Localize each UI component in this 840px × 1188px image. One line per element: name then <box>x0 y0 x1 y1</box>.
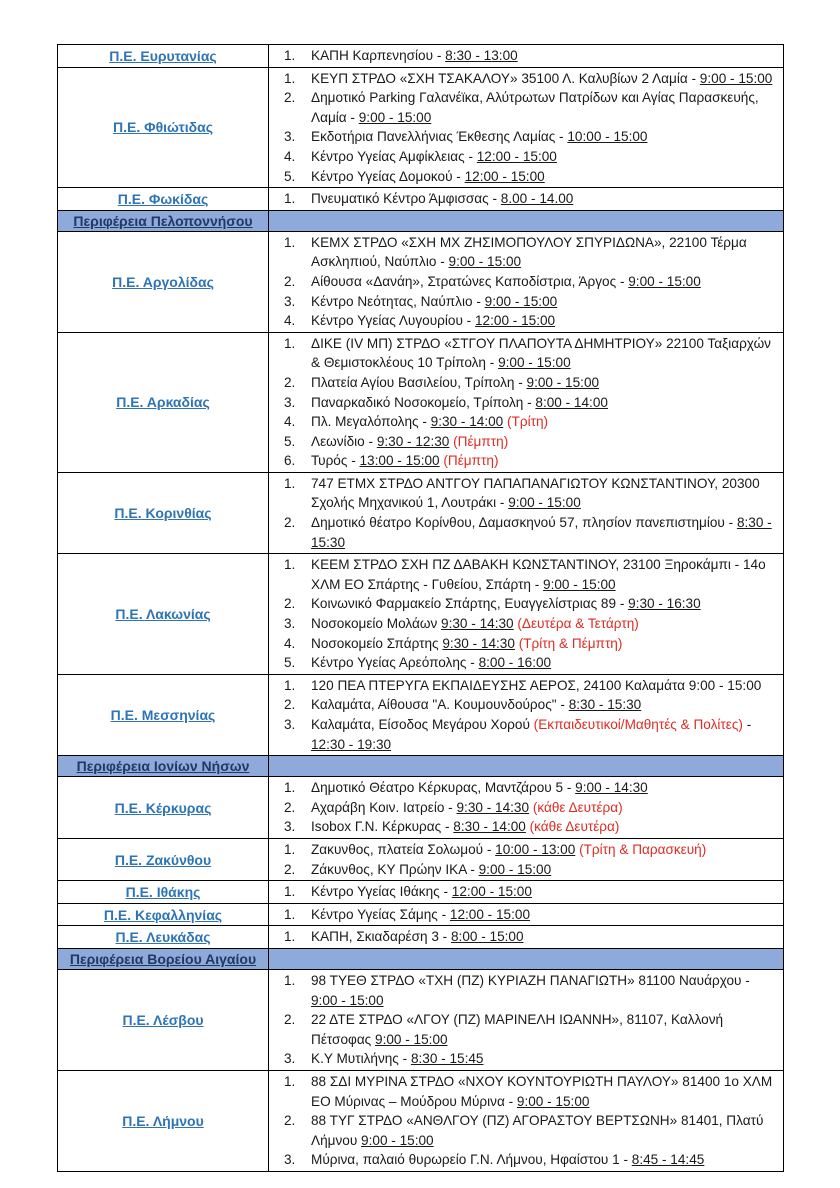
location-list <box>269 46 777 66</box>
location-item <box>269 1111 777 1150</box>
item-number: 3. <box>284 819 296 835</box>
time-range: 9:00 - 15:00 <box>478 861 552 877</box>
location-list <box>269 1072 777 1170</box>
item-number: 1. <box>284 780 296 796</box>
region-link[interactable]: Π.Ε. Κεφαλληνίας <box>103 906 223 923</box>
location-text: Πλατεία Αγίου Βασιλείου, Τρίπολη - <box>311 374 527 390</box>
item-number: 3. <box>284 293 296 309</box>
section-header-label: Περιφέρεια Πελοποννήσου <box>73 212 253 229</box>
item-number: 3. <box>284 129 296 145</box>
region-row <box>58 1070 783 1171</box>
location-text: Δημοτικό θέατρο Κορίνθου, Δαμασκηνού 57, πλησίον πανεπιστημίου - <box>311 515 737 531</box>
region-label-cell <box>58 45 269 67</box>
locations-cell <box>269 675 783 755</box>
item-number: 1. <box>284 929 296 945</box>
item-number: 2. <box>284 799 296 815</box>
region-link[interactable]: Π.Ε. Λευκάδας <box>115 929 211 946</box>
location-text: ΚΑΠΗ, Σκιαδαρέση 3 - <box>311 929 451 945</box>
time-range: 9:00 - 15:00 <box>498 355 571 371</box>
region-link[interactable]: Π.Ε. Λακωνίας <box>115 606 211 623</box>
day-annotation: (Πέμπτη) <box>453 433 509 449</box>
item-number: 2. <box>284 697 296 713</box>
region-row <box>58 776 783 838</box>
region-link[interactable]: Π.Ε. Λέσβου <box>122 1011 204 1028</box>
item-number: 3. <box>284 616 296 632</box>
item-number: 3. <box>284 1051 296 1067</box>
region-label-cell <box>58 554 269 674</box>
location-list <box>269 882 777 902</box>
section-header-label: Περιφέρεια Βορείου Αιγαίου <box>69 950 257 967</box>
location-text: Κέντρο Υγείας Δομοκού - <box>311 168 465 184</box>
location-item <box>269 233 777 272</box>
location-text: Κοινωνικό Φαρμακείο Σπάρτης, Ευαγγελίστριας 89 - <box>311 596 629 612</box>
item-number: 4. <box>284 148 296 164</box>
time-range: 9:00 - 15:00 <box>484 293 558 309</box>
time-range: 9:30 - 12:30 <box>376 433 450 449</box>
location-text: Πνευματικό Κέντρο Άμφισσας - <box>311 191 501 207</box>
location-item <box>269 614 777 634</box>
location-text: ΔΙΚΕ (IV ΜΠ) ΣΤΡΔΟ «ΣΤΓΟΥ ΠΛΑΠΟΥΤΑ ΔΗΜΗΤΡΙΟΥ» 22100 Ταξιαρχών & Θεμιστοκλέους 10 Τρίπολη - <box>311 335 771 371</box>
location-item <box>269 817 777 837</box>
location-text: Νοσοκομείο Μολάων <box>311 616 442 632</box>
time-range: 9:00 - 15:00 <box>358 109 432 125</box>
section-header-row <box>58 755 783 776</box>
time-range: 8:00 - 15:00 <box>451 929 524 945</box>
item-number: 4. <box>284 313 296 329</box>
time-range: 10:00 - 13:00 <box>495 841 576 857</box>
location-text: ΚΕΕΜ ΣΤΡΔΟ ΣΧΗ ΠΖ ΔΑΒΑΚΗ ΚΩΝΣΤΑΝΤΙΝΟΥ, 23100 Ξηροκάμπι - 14ο ΧΛΜ ΕΟ Σπάρτης - Γυθείου, Σπάρτη - <box>311 557 766 592</box>
item-number: 1. <box>284 972 296 988</box>
location-text: Δημοτικό Parking Γαλανέϊκα, Αλύτρωτων Πατρίδων και Αγίας Παρασκευής, Λαμία - <box>311 90 759 125</box>
region-row <box>58 925 783 948</box>
location-list <box>269 189 777 209</box>
time-range: 9:30 - 14:00 <box>430 414 504 430</box>
region-link[interactable]: Π.Ε. Αρκαδίας <box>116 394 210 411</box>
time-range: 8:45 - 14:45 <box>631 1152 705 1168</box>
location-text: Κ.Υ Μυτιλήνης - <box>311 1051 411 1067</box>
region-row <box>58 231 783 332</box>
location-item <box>269 971 777 1010</box>
region-row <box>58 45 783 67</box>
location-item <box>269 882 777 902</box>
item-number: 2. <box>284 1113 296 1129</box>
item-number: 1. <box>284 906 296 922</box>
region-label-cell <box>58 188 269 210</box>
time-range: 8:30 - 15:45 <box>410 1051 484 1067</box>
location-item <box>269 147 777 167</box>
location-text: 120 ΠΕΑ ΠΤΕΡΥΓΑ ΕΚΠΑΙΔΕΥΣΗΣ ΑΕΡΟΣ, 24100 Καλαμάτα 9:00 - 15:00 <box>311 677 762 693</box>
region-row <box>58 674 783 755</box>
location-item <box>269 272 777 292</box>
region-link[interactable]: Π.Ε. Μεσσηνίας <box>110 707 216 723</box>
time-range: 9:00 - 15:00 <box>516 1093 590 1109</box>
location-text: 88 ΣΔΙ ΜΥΡΙΝΑ ΣΤΡΔΟ «ΝΧΟΥ ΚΟΥΝΤΟΥΡΙΩΤΗ ΠΑΥΛΟΥ» 81400 1ο ΧΛΜ ΕΟ Μύρινας – Μούδρου Μύρινα - <box>311 1073 773 1109</box>
region-label-cell <box>58 675 269 755</box>
section-header-row <box>58 948 783 969</box>
locations-cell <box>269 554 783 674</box>
time-range: 9:00 - 14:30 <box>575 780 648 796</box>
region-row <box>58 553 783 674</box>
location-list <box>269 474 777 552</box>
section-header-label: Περιφέρεια Ιονίων Νήσων <box>76 758 250 775</box>
region-label-cell <box>58 904 269 926</box>
section-header-cell <box>58 211 269 231</box>
time-range: 9:00 - 15:00 <box>508 495 581 511</box>
locations-cell <box>269 756 783 776</box>
region-row <box>58 838 783 880</box>
location-text: Κέντρο Υγείας Λυγουρίου - <box>311 313 475 329</box>
time-range: 9:00 - 15:00 <box>699 70 773 86</box>
location-text: Νοσοκομείο Σπάρτης <box>311 635 443 651</box>
location-item <box>269 927 777 947</box>
location-text: Μύρινα, παλαιό θυρωρείο Γ.Ν. Λήμνου, Ηφαίστου 1 - <box>311 1152 632 1168</box>
time-range: 9:30 - 14:30 <box>442 635 515 651</box>
region-label-cell <box>58 970 269 1070</box>
location-list <box>269 778 777 837</box>
locations-cell <box>269 1071 783 1171</box>
location-text: Κέντρο Υγείας Αμφίκλειας - <box>311 148 477 164</box>
region-label-cell <box>58 926 269 948</box>
item-number: 3. <box>284 1152 296 1168</box>
time-range: 10:00 - 15:00 <box>567 129 648 145</box>
locations-cell <box>269 68 783 188</box>
location-text: Ζάκυνθος, ΚΥ Πρώην ΙΚΑ - <box>311 861 479 877</box>
location-list <box>269 555 777 673</box>
location-item <box>269 860 777 880</box>
day-annotation: (Τρίτη & Πέμπτη) <box>518 635 623 651</box>
item-number: 2. <box>284 1012 296 1028</box>
day-annotation: (Τρίτη) <box>507 414 549 430</box>
time-range: 8:30 - 15:30 <box>311 515 772 550</box>
time-range: 9:00 - 15:00 <box>526 374 600 390</box>
locations-cell <box>269 949 783 969</box>
region-row <box>58 903 783 926</box>
locations-cell <box>269 926 783 948</box>
location-item <box>269 513 777 552</box>
time-range: 12:00 - 15:00 <box>474 313 556 329</box>
section-header-cell <box>58 949 269 969</box>
location-list <box>269 927 777 947</box>
day-annotation: (Τρίτη & Παρασκευή) <box>579 841 707 857</box>
locations-cell <box>269 188 783 210</box>
region-row <box>58 969 783 1070</box>
location-item <box>269 1150 777 1170</box>
day-annotation: (κάθε Δευτέρα) <box>532 799 623 815</box>
region-row <box>58 332 783 472</box>
item-number: 2. <box>284 861 296 877</box>
time-range: 9:30 - 16:30 <box>628 596 701 612</box>
item-number: 5. <box>284 168 296 184</box>
region-link[interactable]: Π.Ε. Ζακύνθου <box>114 851 212 868</box>
region-link[interactable]: Π.Ε. Φωκίδας <box>117 190 209 207</box>
time-range: 9:00 - 15:00 <box>375 1031 448 1047</box>
location-text: ΚΕΥΠ ΣΤΡΔΟ «ΣΧΗ ΤΣΑΚΑΛΟΥ» 35100 Λ. Καλυβίων 2 Λαμία - <box>311 70 700 86</box>
locations-cell <box>269 904 783 926</box>
location-item <box>269 1072 777 1111</box>
location-item <box>269 292 777 312</box>
section-header-row <box>58 210 783 231</box>
location-text: Λεωνίδιο - <box>311 433 377 449</box>
item-number: 5. <box>284 655 296 671</box>
locations-cell <box>269 232 783 332</box>
time-range: 12:00 - 15:00 <box>449 906 531 922</box>
item-number: 1. <box>284 841 296 857</box>
location-text: 22 ΔΤΕ ΣΤΡΔΟ «ΛΓΟΥ (ΠΖ) ΜΑΡΙΝΕΛΗ ΙΩΑΝΝΗ», 81107, Καλλονή Πέτσοφας <box>311 1012 724 1047</box>
region-label-cell <box>58 68 269 188</box>
location-text: Εκδοτήρια Πανελλήνιας Έκθεσης Λαμίας - <box>311 129 568 145</box>
location-item <box>269 555 777 594</box>
location-item <box>269 69 777 89</box>
region-link[interactable]: Π.Ε. Κορινθίας <box>114 505 212 522</box>
location-item <box>269 474 777 513</box>
location-text: Τυρός - <box>311 453 360 469</box>
location-text: Παναρκαδικό Νοσοκομείο, Τρίπολη - <box>311 394 536 410</box>
item-number: 1. <box>284 191 296 207</box>
item-number: 2. <box>284 273 296 289</box>
locations-cell <box>269 839 783 880</box>
schedule-table <box>57 44 784 1172</box>
location-list <box>269 334 777 471</box>
location-list <box>269 971 777 1069</box>
item-number: 1. <box>284 677 296 693</box>
location-item <box>269 594 777 614</box>
region-link[interactable]: Π.Ε. Ευρυτανίας <box>109 47 217 64</box>
region-label-cell <box>58 777 269 838</box>
location-item <box>269 432 777 452</box>
location-item <box>269 451 777 471</box>
item-number: 1. <box>284 234 296 250</box>
location-item <box>269 798 777 818</box>
location-text: Αχαράβη Κοιν. Ιατρείο - <box>311 799 457 815</box>
location-item <box>269 905 777 925</box>
day-annotation: (κάθε Δευτέρα) <box>529 819 620 835</box>
day-annotation: (Δευτέρα & Τετάρτη) <box>517 616 639 632</box>
region-row <box>58 472 783 553</box>
region-link[interactable]: Π.Ε. Κέρκυρας <box>114 799 212 816</box>
location-text: Ζακυνθος, πλατεία Σολωμού - <box>311 841 496 857</box>
item-number: 6. <box>284 453 296 469</box>
time-range: 13:00 - 15:00 <box>359 453 440 469</box>
location-text: Κέντρο Νεότητας, Ναύπλιο - <box>311 293 485 309</box>
item-number: 1. <box>284 1073 296 1089</box>
region-row <box>58 67 783 188</box>
locations-cell <box>269 333 783 472</box>
location-text: Isobox Γ.Ν. Κέρκυρας - <box>311 819 454 835</box>
time-range: 12:00 - 15:00 <box>476 148 557 164</box>
location-text: Καλαμάτα, Αίθουσα "Α. Κουμουνδούρος" - <box>311 697 569 713</box>
region-row <box>58 187 783 210</box>
location-text: 747 ΕΤΜΧ ΣΤΡΔΟ ΑΝΤΓΟΥ ΠΑΠΑΠΑΝΑΓΙΩΤΟΥ ΚΩΝΣΤΑΝΤΙΝΟΥ, 20300 Σχολής Μηχανικού 1, Λουτράκι - <box>311 475 760 511</box>
item-number: 4. <box>284 414 296 430</box>
item-number: 3. <box>284 394 296 410</box>
item-number: 1. <box>284 884 296 900</box>
location-list <box>269 69 777 187</box>
region-link[interactable]: Π.Ε. Αργολίδας <box>112 273 214 290</box>
region-label-cell <box>58 839 269 880</box>
region-label-cell <box>58 333 269 472</box>
time-range: 8:00 - 14:00 <box>535 394 608 410</box>
location-item <box>269 189 777 209</box>
location-item <box>269 393 777 413</box>
locations-cell <box>269 473 783 553</box>
location-item <box>269 653 777 673</box>
time-range: 9:30 - 14:30 <box>441 616 514 632</box>
item-number: 5. <box>284 433 296 449</box>
location-list <box>269 233 777 331</box>
item-number: 4. <box>284 635 296 651</box>
locations-cell <box>269 777 783 838</box>
item-number: 1. <box>284 335 296 351</box>
location-item <box>269 676 777 696</box>
location-text: Πλ. Μεγαλόπολης - <box>311 414 431 430</box>
location-item <box>269 167 777 187</box>
location-text: Αίθουσα «Δανάη», Στρατώνες Καποδίστρια, Άργος - <box>311 273 629 289</box>
location-list <box>269 905 777 925</box>
location-text: 88 ΤΥΓ ΣΤΡΔΟ «ΑΝΘΛΓΟΥ (ΠΖ) ΑΓΟΡΑΣΤΟΥ ΒΕΡΤΣΩΝΗ» 81401, Πλατύ Λήμνου <box>311 1113 764 1148</box>
location-item <box>269 840 777 860</box>
day-annotation: (Εκπαιδευτικοί/Μαθητές & Πολίτες) <box>533 717 743 732</box>
region-label-cell <box>58 232 269 332</box>
locations-cell <box>269 45 783 67</box>
region-link[interactable]: Π.Ε. Ιθάκης <box>125 883 201 900</box>
time-range: 9:00 - 15:00 <box>361 1132 434 1148</box>
region-row <box>58 880 783 903</box>
region-label-cell <box>58 473 269 553</box>
time-range: 9:00 - 15:00 <box>311 992 384 1008</box>
item-number: 2. <box>284 515 296 531</box>
location-text: Καλαμάτα, Είσοδος Μεγάρου Χορού <box>311 717 534 732</box>
location-item <box>269 1049 777 1069</box>
location-item <box>269 127 777 147</box>
location-item <box>269 695 777 715</box>
location-item <box>269 715 777 754</box>
location-list <box>269 840 777 879</box>
locations-cell <box>269 970 783 1070</box>
location-text: ΚΕΜΧ ΣΤΡΔΟ «ΣΧΗ ΜΧ ΖΗΣΙΜΟΠΟΥΛΟΥ ΣΠΥΡΙΔΩΝΑ», 22100 Τέρμα Ασκληπιού, Ναύπλιο - <box>311 234 747 270</box>
region-label-cell <box>58 1071 269 1171</box>
time-range: 8:00 - 16:00 <box>478 655 552 671</box>
location-item <box>269 311 777 331</box>
item-number: 2. <box>284 90 296 106</box>
location-item <box>269 373 777 393</box>
time-range: 9:00 - 15:00 <box>543 576 616 592</box>
time-range: 9:00 - 15:00 <box>448 254 522 270</box>
day-annotation: (Πέμπτη) <box>443 453 499 469</box>
time-range: 9:00 - 15:00 <box>628 273 701 289</box>
locations-cell <box>269 881 783 903</box>
item-number: 1. <box>284 48 296 63</box>
location-item <box>269 46 777 66</box>
time-range: 8:30 - 15:30 <box>568 697 642 713</box>
time-range: 8.00 - 14.00 <box>500 191 574 207</box>
location-text: Κέντρο Υγείας Ιθάκης - <box>311 884 452 900</box>
item-number: 1. <box>284 70 296 86</box>
region-label-cell <box>58 881 269 903</box>
time-range: 8:30 - 14:00 <box>453 819 526 835</box>
time-range: 12:00 - 15:00 <box>451 884 532 900</box>
location-text: Κέντρο Υγείας Αρεόπολης - <box>311 655 479 671</box>
time-range: 12:00 - 15:00 <box>464 168 545 184</box>
item-number: 1. <box>284 475 296 491</box>
region-link[interactable]: Π.Ε. Λήμνου <box>122 1112 204 1129</box>
item-number: 2. <box>284 374 296 390</box>
item-number: 2. <box>284 596 296 612</box>
time-range: 8:30 - 13:00 <box>445 48 518 63</box>
locations-cell <box>269 211 783 231</box>
location-text: Κέντρο Υγείας Σάμης - <box>311 906 450 922</box>
location-text: 98 ΤΥΕΘ ΣΤΡΔΟ «ΤΧΗ (ΠΖ) ΚΥΡΙΑΖΗ ΠΑΝΑΓΙΩΤΗ» 81100 Ναυάρχου - <box>311 972 750 988</box>
location-text: ΚΑΠΗ Καρπενησίου - <box>311 48 446 63</box>
location-item <box>269 88 777 127</box>
location-list <box>269 676 777 754</box>
location-item <box>269 778 777 798</box>
item-number: 3. <box>284 717 296 732</box>
location-text: - <box>742 717 752 732</box>
location-text: Δημοτικό Θέατρο Κέρκυρας, Μαντζάρου 5 - <box>311 780 576 796</box>
location-item <box>269 412 777 432</box>
item-number: 1. <box>284 557 296 573</box>
location-item <box>269 334 777 373</box>
location-item <box>269 634 777 654</box>
time-range: 12:30 - 19:30 <box>311 736 392 752</box>
time-range: 9:30 - 14:30 <box>456 799 530 815</box>
section-header-cell <box>58 756 269 776</box>
region-link[interactable]: Π.Ε. Φθιώτιδας <box>112 119 214 136</box>
location-item <box>269 1010 777 1049</box>
